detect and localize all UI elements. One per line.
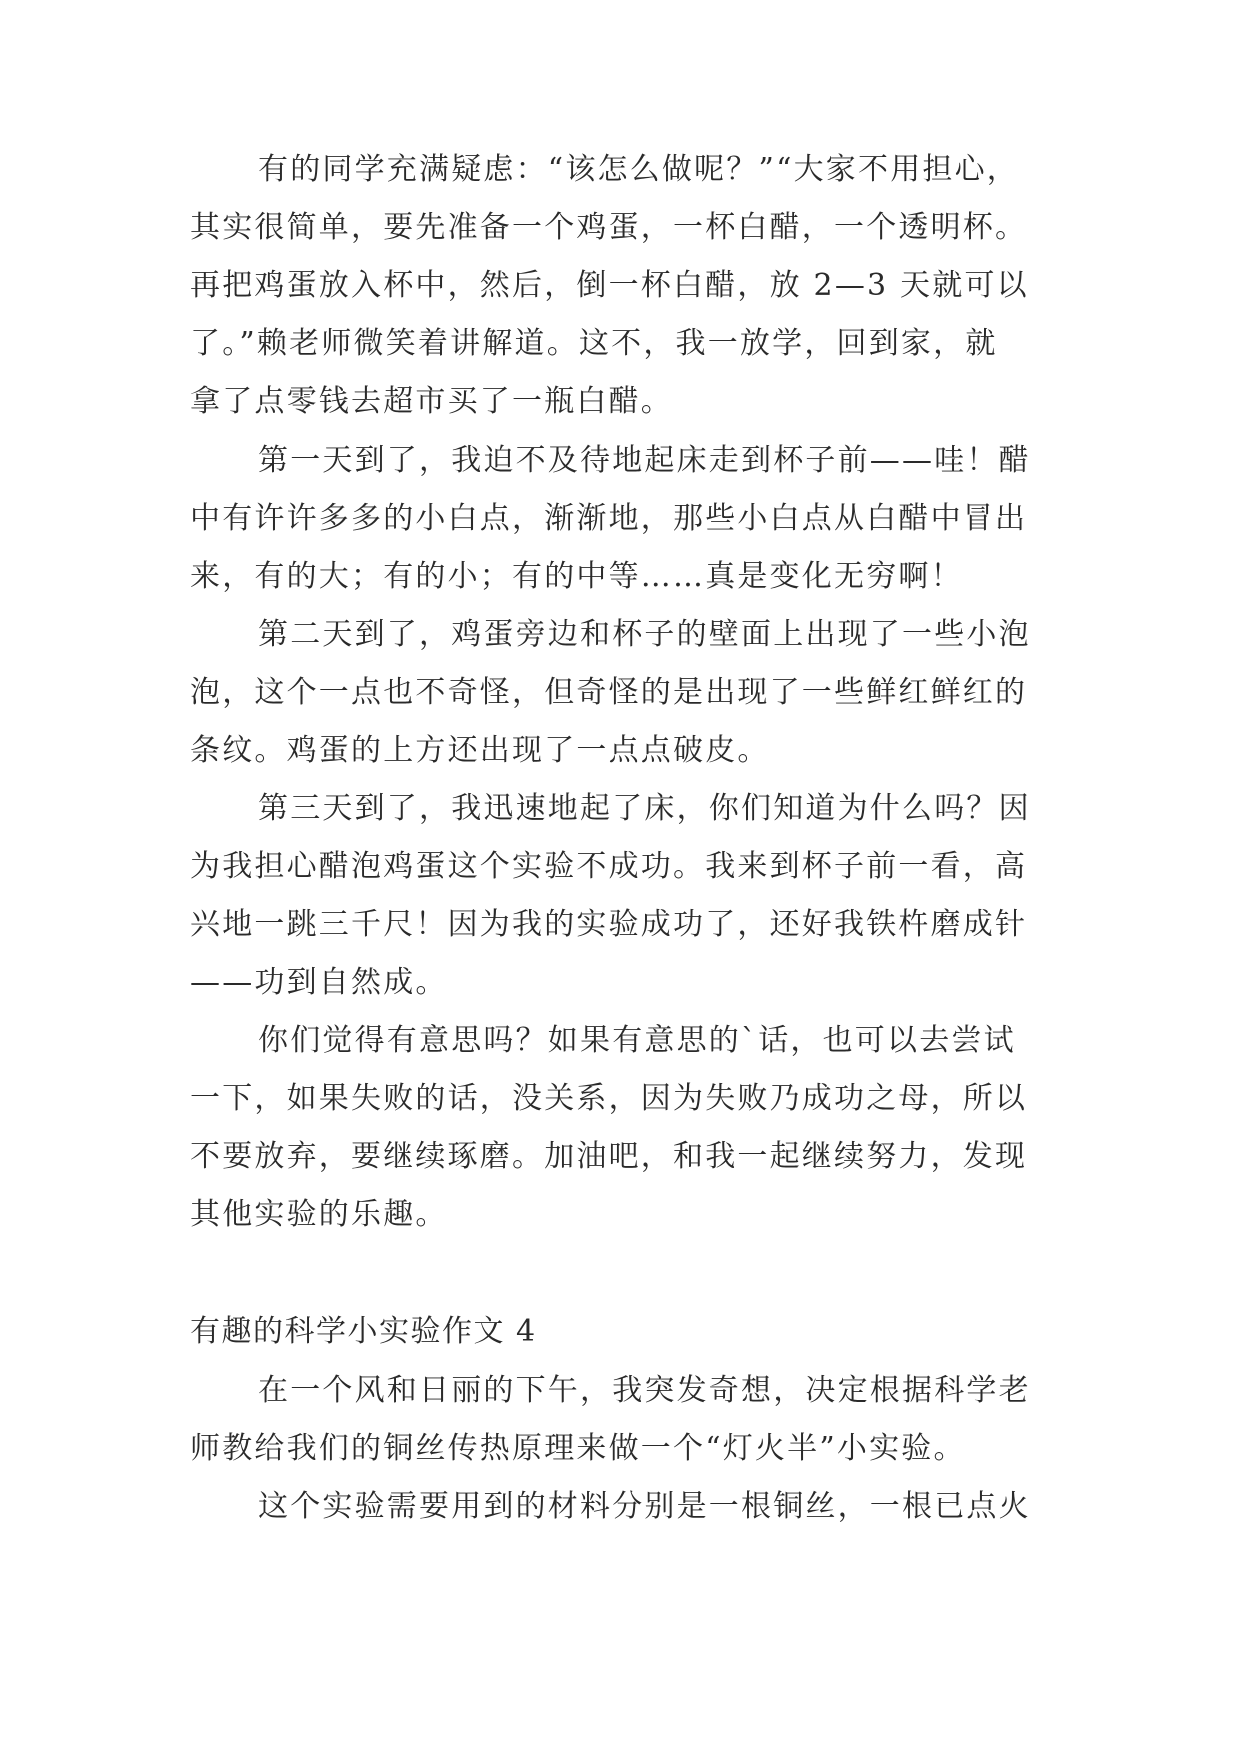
section-heading: 有趣的科学小实验作文 4 — [190, 1314, 537, 1349]
text-line-17: 一下，如果失败的话，没关系，因为失败乃成功之母，所以 — [190, 1081, 1028, 1116]
text-line-22: 这个实验需要用到的材料分别是一根铜丝，一根已点火 — [258, 1489, 1031, 1524]
text-line-21: 师教给我们的铜丝传热原理来做一个“灯火半”小实验。 — [190, 1431, 966, 1466]
text-line-12: 第三天到了，我迅速地起了床，你们知道为什么吗？因 — [258, 791, 1031, 826]
text-line-4: 了。”赖老师微笑着讲解道。这不，我一放学，回到家，就 — [190, 326, 998, 361]
text-line-14: 兴地一跳三千尺！因为我的实验成功了，还好我铁杵磨成针 — [190, 907, 1028, 942]
text-line-2: 其实很简单，要先准备一个鸡蛋，一杯白醋，一个透明杯。 — [190, 210, 1028, 245]
text-line-6: 第一天到了，我迫不及待地起床走到杯子前——哇！醋 — [258, 443, 1031, 478]
text-line-10: 泡，这个一点也不奇怪，但奇怪的是出现了一些鲜红鲜红的 — [190, 675, 1028, 710]
text-line-9: 第二天到了，鸡蛋旁边和杯子的壁面上出现了一些小泡 — [258, 617, 1031, 652]
text-line-7: 中有许许多多的小白点，渐渐地，那些小白点从白醋中冒出 — [190, 501, 1028, 536]
text-line-11: 条纹。鸡蛋的上方还出现了一点点破皮。 — [190, 733, 770, 768]
text-line-3: 再把鸡蛋放入杯中，然后，倒一杯白醋，放 2—3 天就可以 — [190, 268, 1029, 303]
text-line-15: ——功到自然成。 — [190, 965, 448, 1000]
text-line-20: 在一个风和日丽的下午，我突发奇想，决定根据科学老 — [258, 1373, 1031, 1408]
text-line-19: 其他实验的乐趣。 — [190, 1197, 448, 1232]
text-line-18: 不要放弃，要继续琢磨。加油吧，和我一起继续努力，发现 — [190, 1139, 1028, 1174]
text-line-1: 有的同学充满疑虑：“该怎么做呢？”“大家不用担心， — [258, 152, 1020, 187]
text-line-5: 拿了点零钱去超市买了一瓶白醋。 — [190, 384, 673, 419]
text-line-13: 为我担心醋泡鸡蛋这个实验不成功。我来到杯子前一看，高 — [190, 849, 1028, 884]
text-line-16: 你们觉得有意思吗？如果有意思的`话，也可以去尝试 — [258, 1023, 1016, 1058]
text-line-8: 来，有的大；有的小；有的中等……真是变化无穷啊！ — [190, 559, 963, 594]
